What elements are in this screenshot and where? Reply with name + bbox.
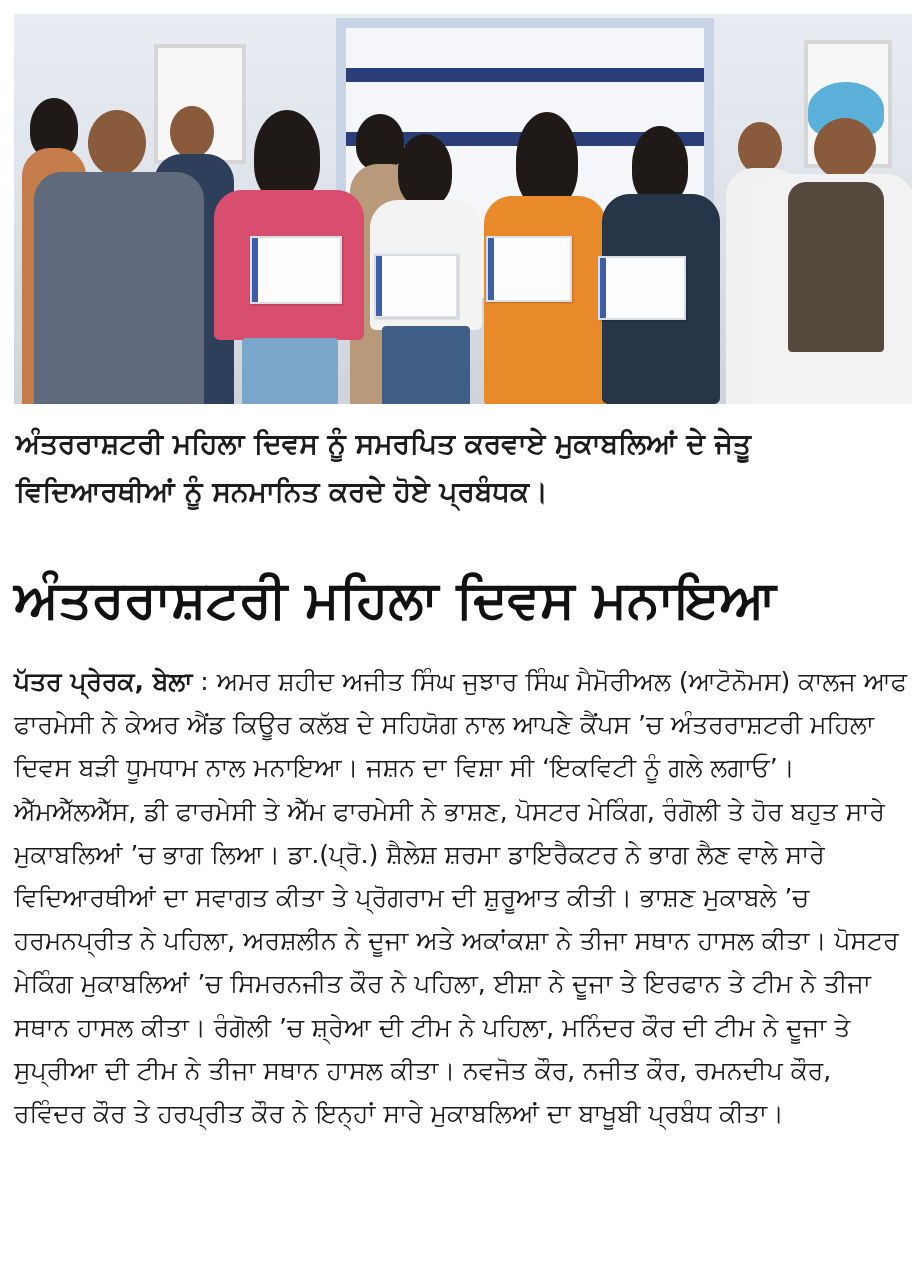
certificate-3	[486, 236, 572, 302]
photo-caption: ਅੰਤਰਰਾਸ਼ਟਰੀ ਮਹਿਲਾ ਦਿਵਸ ਨੂੰ ਸਮਰਪਿਤ ਕਰਵਾਏ ਮੁਕਾਬਲਿਆਂ ਦੇ ਜੇਤੂ ਵਿਦਿਆਰਥੀਆਂ ਨੂੰ ਸਨਮਾਨਿਤ ਕਰਦੇ ਹੋਏ ਪ੍ਰਬੰਧਕ।	[16, 427, 751, 508]
certificate-1	[250, 236, 342, 304]
article-body	[14, 660, 910, 1135]
certificate-2	[374, 254, 458, 318]
article-text: ਅਮਰ ਸ਼ਹੀਦ ਅਜੀਤ ਸਿੰਘ ਜੁਝਾਰ ਸਿੰਘ ਮੈਮੋਰੀਅਲ (ਆਟੋਨੋਮਸ) ਕਾਲਜ ਆਫ ਫਾਰਮੇਸੀ ਨੇ ਕੇਅਰ ਐਂਡ ਕਿਊਰ ਕਲੱਬ ਦੇ ਸਹਿਯੋਗ ਨਾਲ ਆਪਣੇ ਕੈਂਪਸ ’ਚ ਅੰਤਰਰਾਸ਼ਟਰੀ ਮਹਿਲਾ ਦਿਵਸ ਬੜੀ ਧੂਮਧਾਮ ਨਾਲ ਮਨਾਇਆ। ਜਸ਼ਨ ਦਾ ਵਿਸ਼ਾ ਸੀ ‘ਇਕਵਿਟੀ ਨੂੰ ਗਲੇ ਲਗਾਓ’। ਐੱਮਐੱਲਐੱਸ, ਡੀ ਫਾਰਮੇਸੀ ਤੇ ਐੱਮ ਫਾਰਮੇਸੀ ਨੇ ਭਾਸ਼ਣ, ਪੋਸਟਰ ਮੇਕਿੰਗ, ਰੰਗੋਲੀ ਤੇ ਹੋਰ ਬਹੁਤ ਸਾਰੇ ਮੁਕਾਬਲਿਆਂ ’ਚ ਭਾਗ ਲਿਆ। ਡਾ.(ਪ੍ਰੋ.) ਸ਼ੈਲੇਸ਼ ਸ਼ਰਮਾ ਡਾਇਰੈਕਟਰ ਨੇ ਭਾਗ ਲੈਣ ਵਾਲੇ ਸਾਰੇ ਵਿਦਿਆਰਥੀਆਂ ਦਾ ਸਵਾਗਤ ਕੀਤਾ ਤੇ ਪ੍ਰੋਗਰਾਮ ਦੀ ਸ਼ੁਰੂਆਤ ਕੀਤੀ। ਭਾਸ਼ਣ ਮੁਕਾਬਲੇ ’ਚ ਹਰਮਨਪ੍ਰੀਤ ਨੇ ਪਹਿਲਾ, ਅਰਸ਼ਲੀਨ ਨੇ ਦੂਜਾ ਅਤੇ ਅਕਾਂਕਸ਼ਾ ਨੇ ਤੀਜਾ ਸਥਾਨ ਹਾਸਲ ਕੀਤਾ। ਪੋਸਟਰ ਮੇਕਿੰਗ ਮੁਕਾਬਲਿਆਂ ’ਚ ਸਿਮਰਨਜੀਤ ਕੌਰ ਨੇ ਪਹਿਲਾ, ਈਸ਼ਾ ਨੇ ਦੂਜਾ ਤੇ ਇਰਫਾਨ ਤੇ ਟੀਮ ਨੇ ਤੀਜਾ ਸਥਾਨ ਹਾਸਲ ਕੀਤਾ। ਰੰਗੋਲੀ ’ਚ ਸ਼੍ਰੇਆ ਦੀ ਟੀਮ ਨੇ ਪਹਿਲਾ, ਮਨਿੰਦਰ ਕੌਰ ਦੀ ਟੀਮ ਨੇ ਦੂਜਾ ਤੇ ਸੁਪ੍ਰੀਆ ਦੀ ਟੀਮ ਨੇ ਤੀਜਾ ਸਥਾਨ ਹਾਸਲ ਕੀਤਾ। ਨਵਜੋਤ ਕੌਰ, ਨਜੀਤ ਕੌਰ, ਰਮਨਦੀਪ ਕੌਰ, ਰਵਿੰਦਰ ਕੌਰ ਤੇ ਹਰਪ੍ਰੀਤ ਕੌਰ ਨੇ ਇਨ੍ਹਾਂ ਸਾਰੇ ਮੁਕਾਬਲਿਆਂ ਦਾ ਬਾਖੂਬੀ ਪ੍ਰਬੰਧ ਕੀਤਾ।	[14, 667, 908, 1129]
article-byline: ਪੱਤਰ ਪ੍ਰੇਰਕ, ਬੇਲਾ	[14, 667, 193, 696]
certificate-4	[598, 256, 686, 320]
byline-separator: :	[192, 667, 217, 696]
news-photo	[14, 14, 912, 404]
article-headline: ਅੰਤਰਰਾਸ਼ਟਰੀ ਮਹਿਲਾ ਦਿਵਸ ਮਨਾਇਆ	[14, 570, 777, 630]
